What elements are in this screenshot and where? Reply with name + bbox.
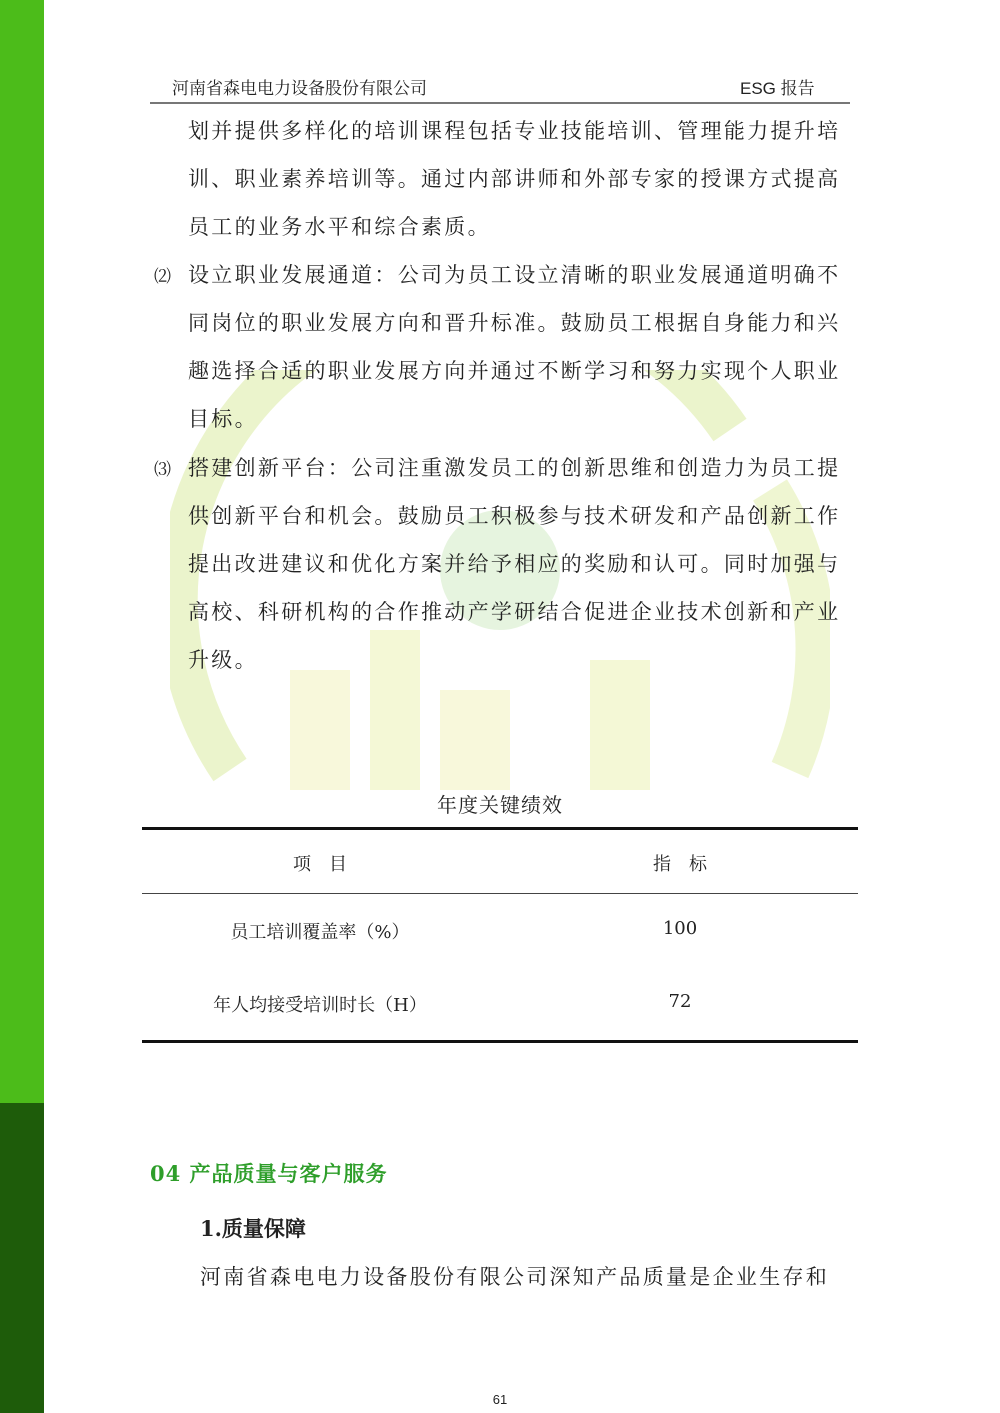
body-line: 高校、科研机构的合作推动产学研结合促进企业技术创新和产业 [188, 600, 841, 624]
body-line: 提出改进建议和优化方案并给予相应的奖励和认可。同时加强与 [188, 552, 841, 576]
body-line: 划并提供多样化的培训课程包括专业技能培训、管理能力提升培 [188, 119, 841, 143]
list-number: ⑶ [154, 460, 171, 480]
body-line: 河南省森电电力设备股份有限公司深知产品质量是企业生存和 [200, 1265, 830, 1289]
table-header-rule [142, 893, 858, 894]
body-line: 目标。 [188, 407, 258, 431]
header-company: 河南省森电电力设备股份有限公司 [172, 79, 427, 99]
table-bottom-rule [142, 1040, 858, 1043]
body-line: 趣选择合适的职业发展方向并通过不断学习和努力实现个人职业 [188, 359, 841, 383]
table-cell-item: 年人均接受培训时长（H） [213, 995, 427, 1016]
table-header-item: 项 目 [293, 854, 347, 875]
header-divider [150, 102, 850, 104]
body-line: 员工的业务水平和综合素质。 [188, 215, 491, 239]
header-report: ESG 报告 [740, 79, 815, 98]
page-number: 61 [492, 1392, 508, 1407]
body-line: 供创新平台和机会。鼓励员工积极参与技术研发和产品创新工作 [188, 504, 841, 528]
table-top-rule [142, 827, 858, 830]
subsection-heading: 1.质量保障 [200, 1216, 306, 1241]
section-heading: 04 产品质量与客户服务 [150, 1161, 388, 1186]
table-title: 年度关键绩效 [437, 793, 563, 817]
body-line: 训、职业素养培训等。通过内部讲师和外部专家的授课方式提高 [188, 167, 841, 191]
sidebar-accent [0, 0, 44, 1103]
watermark-recycle-graphic [170, 370, 830, 790]
table-cell-value: 72 [668, 991, 692, 1012]
body-line: 搭建创新平台：公司注重激发员工的创新思维和创造力为员工提 [188, 456, 841, 480]
body-line: 升级。 [188, 648, 258, 672]
table-header-value: 指 标 [653, 854, 707, 875]
body-line: 同岗位的职业发展方向和晋升标准。鼓励员工根据自身能力和兴 [188, 311, 841, 335]
table-cell-value: 100 [662, 918, 698, 939]
sidebar-accent-dark [0, 1103, 44, 1413]
table-cell-item: 员工培训覆盖率（%） [230, 922, 410, 943]
list-number: ⑵ [154, 267, 171, 287]
body-line: 设立职业发展通道：公司为员工设立清晰的职业发展通道明确不 [188, 263, 841, 287]
